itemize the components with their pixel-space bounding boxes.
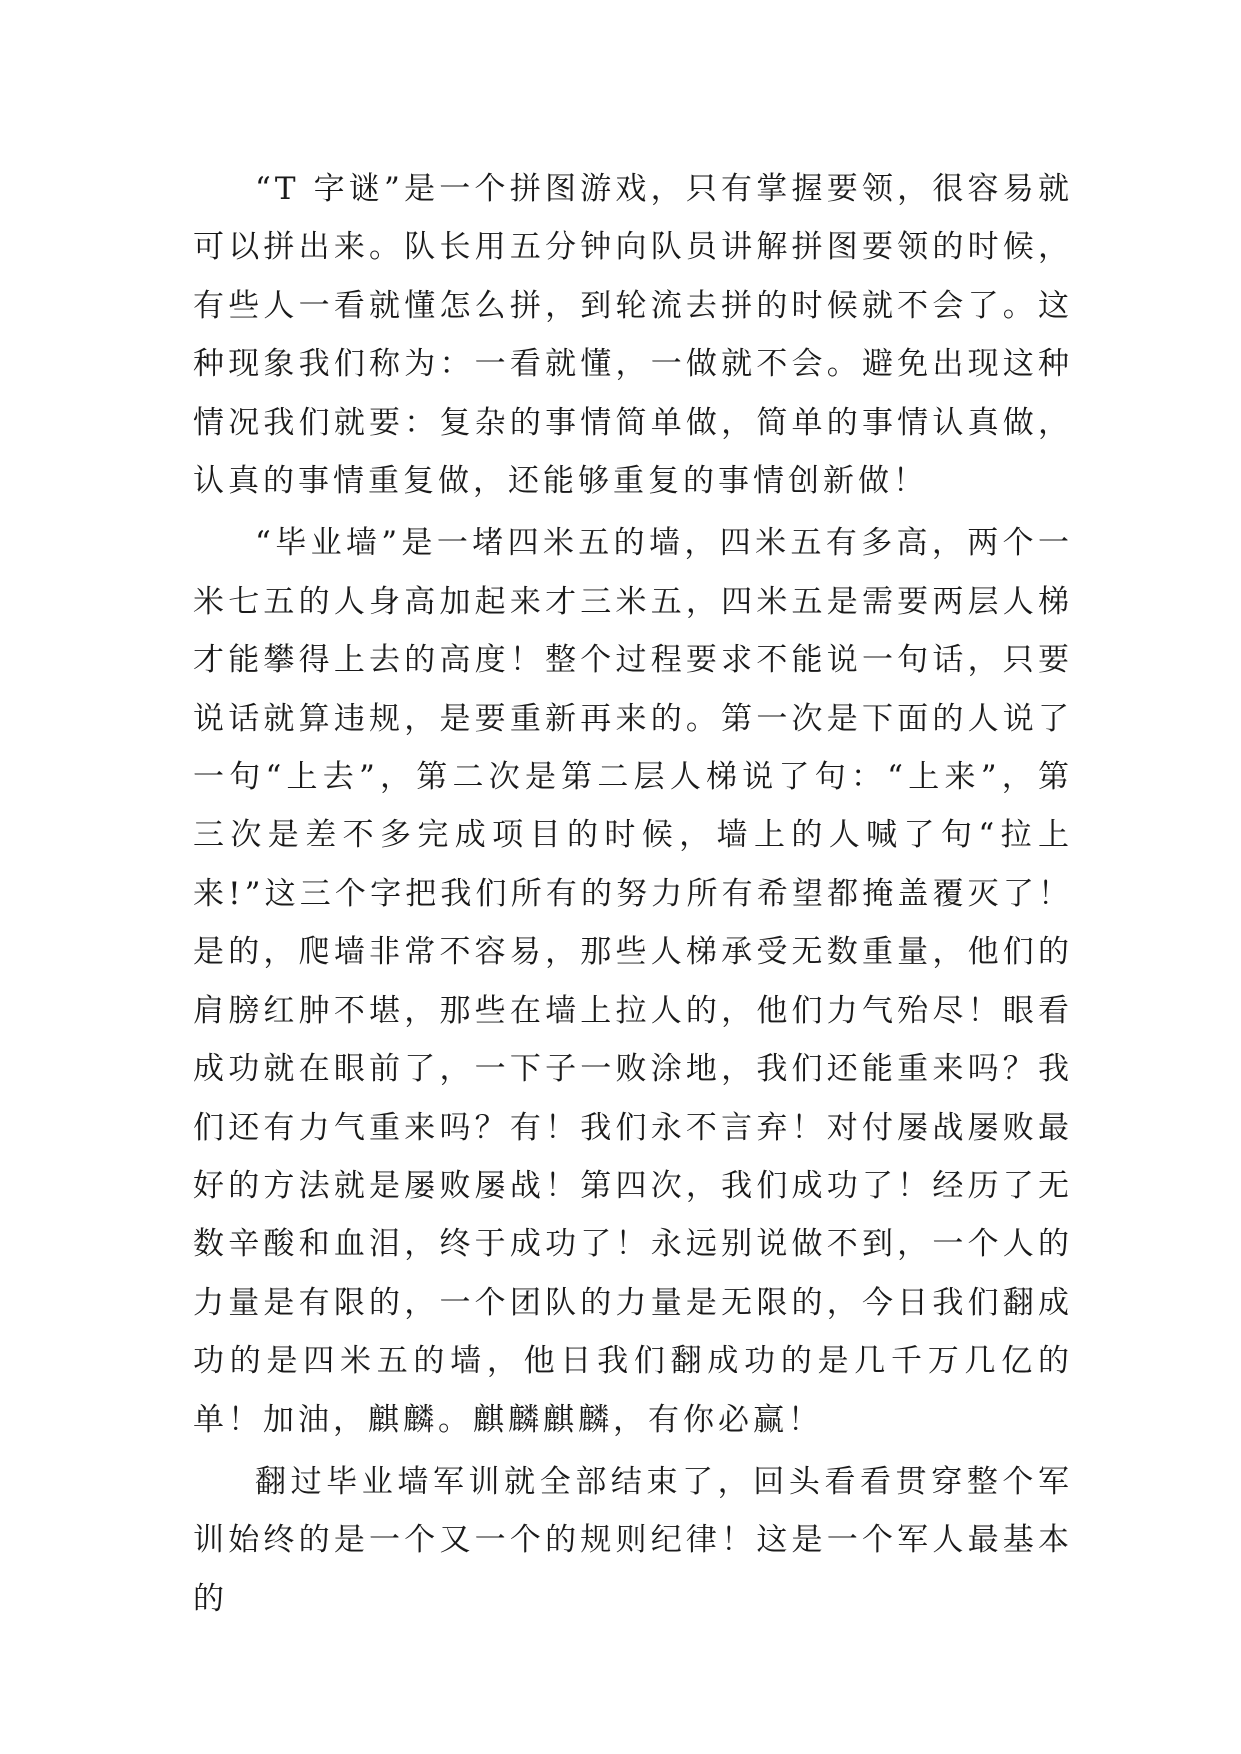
paragraph-military-training-end: 翻过毕业墙军训就全部结束了，回头看看贯穿整个军训始终的是一个又一个的规则纪律！这是一个军人最基本的 bbox=[193, 1463, 1073, 1617]
paragraph-t-puzzle: “T 字谜”是一个拼图游戏，只有掌握要领，很容易就可以拼出来。队长用五分钟向队员讲解拼图要领的时候，有些人一看就懂怎么拼，到轮流去拼的时候就不会了。这种现象我们称为：一看就懂，一做就不会。避免出现这种情况我们就要：复杂的事情简单做，简单的事情认真做，认真的事情重复做，还能够重复的事情创新做！ bbox=[193, 171, 1073, 500]
paragraph-graduation-wall: “毕业墙”是一堵四米五的墙，四米五有多高，两个一米七五的人身高加起来才三米五，四米五是需要两层人梯才能攀得上去的高度！整个过程要求不能说一句话，只要说话就算违规，是要重新再来的。第一次是下面的人说了一句“上去”，第二次是第二层人梯说了句：“上来”，第三次是差不多完成项目的时候，墙上的人喊了句“拉上来!”这三个字把我们所有的努力所有希望都掩盖覆灭了！是的，爬墙非常不容易，那些人梯承受无数重量，他们的肩膀红肿不堪，那些在墙上拉人的，他们力气殆尽！眼看成功就在眼前了，一下子一败涂地，我们还能重来吗？我们还有力气重来吗？有！我们永不言弃！对付屡战屡败最好的方法就是屡败屡战！第四次，我们成功了！经历了无数辛酸和血泪，终于成功了！永远别说做不到，一个人的力量是有限的，一个团队的力量是无限的，今日我们翻成功的是四米五的墙，他日我们翻成功的是几千万几亿的单！加油，麒麟。麒麟麒麟，有你必赢！ bbox=[193, 525, 1073, 1438]
document-body bbox=[193, 160, 1073, 1632]
